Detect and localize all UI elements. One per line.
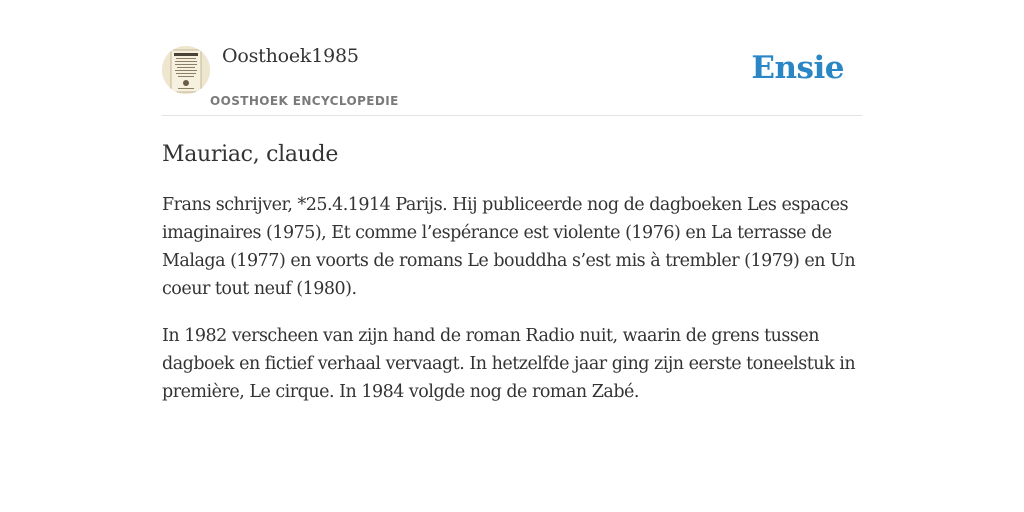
- entry-paragraph: Frans schrijver, *25.4.1914 Parijs. Hij publiceerde nog de dagboeken Les espaces imaginaires (1975), Et comme l’espérance est violente (1976) en La terrasse de Malaga (1977) en voorts de romans Le bouddha s’est mis à trembler (1979) en Un coeur tout neuf (1980).: [162, 195, 856, 299]
- entry-header: [162, 40, 862, 116]
- username-link[interactable]: Oosthoek1985: [222, 45, 359, 67]
- entry-card: [162, 40, 862, 406]
- source-label[interactable]: OOSTHOEK ENCYCLOPEDIE: [210, 94, 399, 108]
- brand-logo[interactable]: Ensie: [751, 50, 844, 86]
- entry-paragraph: In 1982 verscheen van zijn hand de roman Radio nuit, waarin de grens tussen dagboek en fictief verhaal vervaagt. In hetzelfde jaar ging zijn eerste toneelstuk in première, Le cirque. In 1984 volgde nog de roman Zabé.: [162, 326, 856, 402]
- entry-title: Mauriac, claude: [162, 142, 339, 167]
- book-title-page-icon: [162, 46, 210, 94]
- user-avatar[interactable]: [162, 46, 210, 94]
